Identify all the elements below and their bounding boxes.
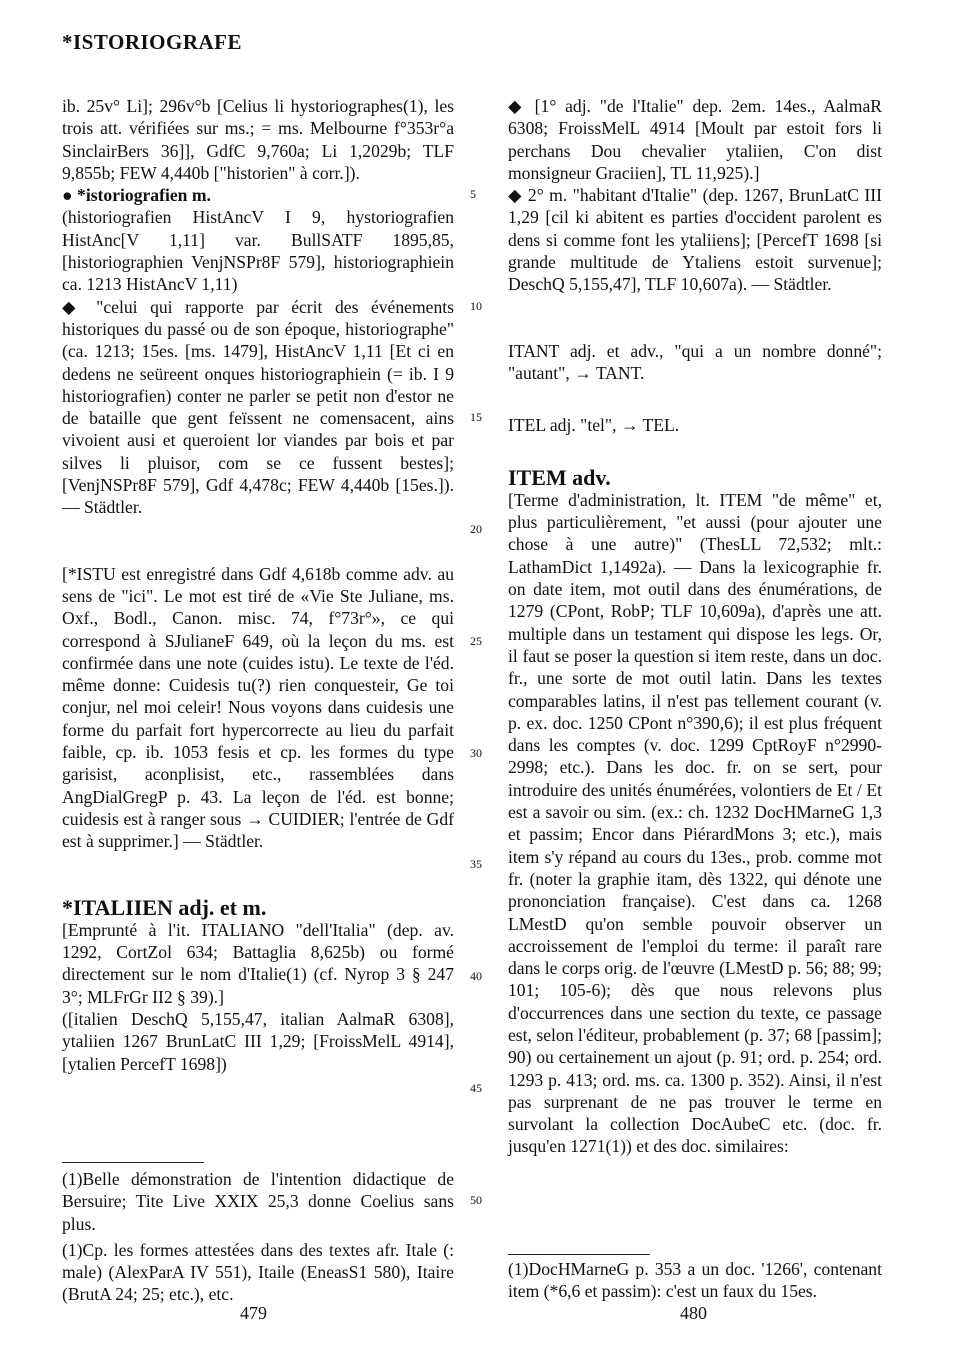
item-commentary: [Terme d'administration, lt. ITEM "de même" et, plus particulièrement, "et aussi (pour ajouter une chose à une autre)" (ThesLL 72,532; mlt.: LathamDict 1,1492a). — Dans la lexicographie fr. on date item, mot outil dans des énumérations, de 1279 (CPont, RobP; TLF 10,609a), d'après une att. multiple dans un testament qui dispose les legs. Or, il faut se poser la question si item reste, dans un doc. fr., une sorte de mot outil latin. Dans les textes comparables latins, il n'est pas tellement courant (v. p. ex. doc. 1250 CPont n°390,6); il est plus fréquent dans les comptes (v. doc. 1299 CptRoyF n°2990-2998; etc.). Dans les doc. fr. on se sert, pour introduire des unités énumérées, volontiers de Et / Et est a savoir ou sim. (ex.: ch. 1232 DocHMarneG 1,3 et passim; Encor dans PiérardMons 3; etc.), mais item s'y répand au cours du 13es., prob. comme mot fr. (noter la graphie itam, dès 1322, qui dénote une prononciation française). C'est dans ca. 1268 LMestD qu'on semble pouvoir observer un accroissement de l'emploi du terme: il paraît rare dans le corps orig. de l'œuvre (LMestD p. 56; 88; 99; 101; 105-6); dès que nous relevons plus d'occurrences dans une section du texte, ce passage est, selon l'éditeur, probablement (p. 37; 68 [passim]; 90) ou certainement un ajout (p. 91; ord. p. 254; ord. 1293 p. 413; ord. ms. ca. 1300 p. 352). Ainsi, il n'est pas surprenant de ne pas trouver le terme en survolant la collection DocAubeC etc. (doc. fr. jusqu'en 1271(1)) et des doc. similaires:: [508, 489, 882, 1157]
line-number: 35: [470, 857, 482, 871]
footnotes-left: [62, 1168, 454, 1306]
headword-item: ITEM adv.: [508, 464, 611, 490]
etymology-paragraph: [Emprunté à l'it. ITALIANO "dell'Italia" (dep. av. 1292, CortZol 634; Battaglia 8,625b) ou formé directement sur le nom d'Italie(1) (cf. Nyrop 3 § 247 3°; MLFrGr II2 § 39).]: [62, 919, 454, 1007]
footnote-1: (1)Belle démonstration de l'intention didactique de Bersuire; Tite Live XXIX 25,3 donne Coelius sans plus.: [62, 1169, 454, 1234]
entry-itel: ITEL adj. "tel", → TEL.: [508, 415, 680, 436]
sense-1: ◆ [1° adj. "de l'Italie" dep. 2em. 14es., AalmaR 6308; FroissMelL 4914 [Moult par estoit fors li perchans Dou chevalier ytaliien, C'on dist monsigneur Graciien], TL 11,925).]: [508, 96, 882, 183]
line-number: 30: [470, 746, 482, 760]
line-number: 5: [470, 187, 476, 201]
page-number-left: 479: [240, 1303, 267, 1323]
line-number: 10: [470, 299, 482, 313]
right-column: [508, 95, 882, 1158]
sense-2: ◆ 2° m. "habitant d'Italie" (dep. 1267, BrunLatC III 1,29 [cil ki abitent es parties d'occident parolent es dens si comme font les ytaliiens]; [PercefT 1698 [si grande multitude de Ytaliens estoit survenue]; DeschQ 5,155,47], TLF 10,607a). — Städtler.: [508, 185, 882, 295]
forms-paragraph: (historiografien HistAncV I 9, hystoriografien HistAnc[V 1,11] var. BullSATF 1895,85, [historiographien VenjNSPr8F 579], historiographiein ca. 1213 HistAncV 1,11): [62, 207, 454, 295]
footnote-rule-left: [62, 1162, 204, 1163]
entry-itant: ITANT adj. et adv., "qui a un nombre donné"; "autant", → TANT.: [508, 340, 882, 383]
left-column: [62, 95, 454, 1075]
line-number: 50: [470, 1193, 482, 1207]
line-number: 25: [470, 634, 482, 648]
subentry-heading: ● *istoriografien m.: [62, 185, 211, 206]
forms-paragraph-italiien: ([italien DeschQ 5,155,47, italian AalmaR 6308], ytaliien 1267 BrunLatC III 1,29; [FroissMelL 4914], [ytalien PercefT 1698]): [62, 1008, 454, 1074]
istu-note: [*ISTU est enregistré dans Gdf 4,618b comme adv. au sens de "ici". Le mot est tiré de «Vie Ste Juliane, ms. Oxf., Bodl., Canon. misc. 74, f°73r°», ce qui correspond à SJulianeF 649, où la leçon du ms. est confirmée dans une note (cuides istu). Le texte de l'éd. même donne: Cuidesis tu(?) rien conquesteir, Ge toi conjur, nel moi celeir! Nous voyons dans cuidesis une forme du parfait fort hypercorrecte au lieu du parfait faible, cp. ib. 1053 fesis et cp. les formes du type garisist, aconplisist, etc., rassemblées dans AngDialGregP p. 43. La leçon de l'éd. est bonne; cuidesis est à ranger sous → CUIDIER; l'entrée de Gdf est à supprimer.] — Städtler.: [62, 563, 454, 852]
headword-italiien: *ITALIIEN adj. et m.: [62, 894, 267, 920]
footnotes-right: [508, 1258, 882, 1303]
footnote-rule-right: [508, 1254, 650, 1255]
line-number: 45: [470, 1081, 482, 1095]
running-head: *ISTORIOGRAFE: [62, 30, 242, 54]
line-number: 20: [470, 522, 482, 536]
line-number: 15: [470, 410, 482, 424]
footnote-item: (1)DocHMarneG p. 353 a un doc. '1266', contenant item (*6,6 et passim): c'est un faux du 15es.: [508, 1259, 882, 1302]
definition-paragraph: ◆ "celui qui rapporte par écrit des événements historiques du passé ou de son époque, historiographe" (ca. 1213; 15es. [ms. 1479], HistAncV 1,11 [Et ci en dedens ne seüreent onques historiographiein (= ib. I 9 historiografien) conter ne parler se petit non d'estor ne de bataille que gent feïssent ne comensacent, ains vivoient ausi et queroient lor viandes par bois et par silves li pluisor, com se ce fussent bestes]; [VenjNSPr8F 579], Gdf 4,478c; FEW 4,440b [15es.]). — Städtler.: [62, 296, 454, 518]
line-number: 40: [470, 969, 482, 983]
footnote-2: (1)Cp. les formes attestées dans des textes afr. Itale (: male) (AlexParA IV 551), Itaile (EneasS1 580), Itaire (BrutA 24; 25; etc.), etc.: [62, 1239, 454, 1305]
entry-continuation: ib. 25v° Li]; 296v°b [Celius li hystoriographes(1), les trois att. vérifiées sur ms.; = ms. Melbourne f°353r°a SinclairBers 36]], GdfC 9,760a; Li 1,2029b; TLF 9,855b; FEW 4,440b ["historien" à corr.]).: [62, 96, 454, 183]
page-number-right: 480: [680, 1303, 707, 1323]
